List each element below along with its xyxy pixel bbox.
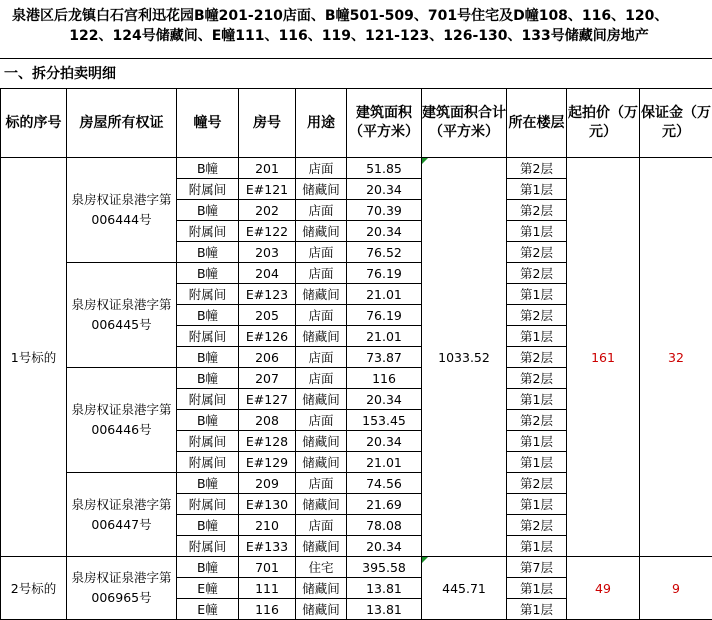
area-cell: 20.34 bbox=[347, 179, 422, 200]
building-cell: B幢 bbox=[177, 242, 239, 263]
area-cell: 116 bbox=[347, 368, 422, 389]
floor-cell: 第2层 bbox=[507, 347, 567, 368]
use-cell: 店面 bbox=[296, 242, 347, 263]
building-cell: B幢 bbox=[177, 347, 239, 368]
room-cell: 205 bbox=[239, 305, 296, 326]
area-cell: 70.39 bbox=[347, 200, 422, 221]
floor-cell: 第1层 bbox=[507, 431, 567, 452]
start-price-cell: 49 bbox=[567, 557, 640, 620]
floor-cell: 第2层 bbox=[507, 158, 567, 179]
use-cell: 店面 bbox=[296, 158, 347, 179]
room-cell: 207 bbox=[239, 368, 296, 389]
building-cell: 附属间 bbox=[177, 179, 239, 200]
document-title bbox=[0, 0, 712, 58]
room-cell: E#133 bbox=[239, 536, 296, 557]
floor-cell: 第1层 bbox=[507, 494, 567, 515]
area-cell: 13.81 bbox=[347, 599, 422, 620]
area-cell: 73.87 bbox=[347, 347, 422, 368]
use-cell: 店面 bbox=[296, 305, 347, 326]
table-row bbox=[1, 557, 712, 578]
building-cell: B幢 bbox=[177, 557, 239, 578]
room-cell: 204 bbox=[239, 263, 296, 284]
header-cert: 房屋所有权证 bbox=[67, 89, 177, 158]
deposit-cell: 32 bbox=[640, 158, 712, 557]
header-floor: 所在楼层 bbox=[507, 89, 567, 158]
floor-cell: 第1层 bbox=[507, 599, 567, 620]
lot-label: 2号标的 bbox=[1, 557, 67, 620]
floor-cell: 第2层 bbox=[507, 305, 567, 326]
area-cell: 20.34 bbox=[347, 221, 422, 242]
use-cell: 店面 bbox=[296, 515, 347, 536]
room-cell: 701 bbox=[239, 557, 296, 578]
header-building: 幢号 bbox=[177, 89, 239, 158]
use-cell: 储藏间 bbox=[296, 431, 347, 452]
use-cell: 店面 bbox=[296, 263, 347, 284]
area-cell: 20.34 bbox=[347, 389, 422, 410]
building-cell: 附属间 bbox=[177, 326, 239, 347]
table-row bbox=[1, 158, 712, 179]
area-cell: 21.01 bbox=[347, 284, 422, 305]
area-cell: 21.01 bbox=[347, 326, 422, 347]
area-cell: 20.34 bbox=[347, 431, 422, 452]
building-cell: B幢 bbox=[177, 368, 239, 389]
room-cell: E#130 bbox=[239, 494, 296, 515]
floor-cell: 第2层 bbox=[507, 368, 567, 389]
title-line-1: 泉港区后龙镇白石宫利迅花园B幢201-210店面、B幢501-509、701号住宅及D幢108、116、120、 bbox=[12, 6, 706, 26]
room-cell: 208 bbox=[239, 410, 296, 431]
use-cell: 店面 bbox=[296, 368, 347, 389]
use-cell: 储藏间 bbox=[296, 221, 347, 242]
room-cell: 203 bbox=[239, 242, 296, 263]
building-cell: 附属间 bbox=[177, 536, 239, 557]
area-cell: 21.01 bbox=[347, 452, 422, 473]
floor-cell: 第2层 bbox=[507, 200, 567, 221]
building-cell: B幢 bbox=[177, 263, 239, 284]
building-cell: 附属间 bbox=[177, 389, 239, 410]
header-room: 房号 bbox=[239, 89, 296, 158]
auction-detail-table bbox=[0, 88, 712, 620]
header-row bbox=[1, 89, 712, 158]
building-cell: B幢 bbox=[177, 410, 239, 431]
use-cell: 储藏间 bbox=[296, 326, 347, 347]
room-cell: E#122 bbox=[239, 221, 296, 242]
floor-cell: 第2层 bbox=[507, 515, 567, 536]
building-cell: E幢 bbox=[177, 599, 239, 620]
room-cell: 210 bbox=[239, 515, 296, 536]
floor-cell: 第1层 bbox=[507, 284, 567, 305]
room-cell: 111 bbox=[239, 578, 296, 599]
section-title: 一、拆分拍卖明细 bbox=[0, 58, 712, 88]
use-cell: 储藏间 bbox=[296, 284, 347, 305]
use-cell: 住宅 bbox=[296, 557, 347, 578]
header-start-price: 起拍价（万元） bbox=[567, 89, 640, 158]
floor-cell: 第1层 bbox=[507, 389, 567, 410]
floor-cell: 第2层 bbox=[507, 410, 567, 431]
area-cell: 13.81 bbox=[347, 578, 422, 599]
room-cell: E#128 bbox=[239, 431, 296, 452]
use-cell: 店面 bbox=[296, 473, 347, 494]
cert-number: 泉房权证泉港字第006445号 bbox=[67, 263, 177, 368]
header-area: 建筑面积（平方米） bbox=[347, 89, 422, 158]
room-cell: E#127 bbox=[239, 389, 296, 410]
floor-cell: 第1层 bbox=[507, 578, 567, 599]
lot-label: 1号标的 bbox=[1, 158, 67, 557]
room-cell: E#121 bbox=[239, 179, 296, 200]
use-cell: 储藏间 bbox=[296, 389, 347, 410]
room-cell: E#129 bbox=[239, 452, 296, 473]
area-cell: 21.69 bbox=[347, 494, 422, 515]
use-cell: 储藏间 bbox=[296, 599, 347, 620]
building-cell: B幢 bbox=[177, 515, 239, 536]
building-cell: B幢 bbox=[177, 473, 239, 494]
building-cell: 附属间 bbox=[177, 452, 239, 473]
floor-cell: 第7层 bbox=[507, 557, 567, 578]
use-cell: 储藏间 bbox=[296, 494, 347, 515]
floor-cell: 第1层 bbox=[507, 536, 567, 557]
floor-cell: 第2层 bbox=[507, 473, 567, 494]
header-deposit: 保证金（万元） bbox=[640, 89, 712, 158]
building-cell: 附属间 bbox=[177, 284, 239, 305]
area-cell: 20.34 bbox=[347, 536, 422, 557]
area-cell: 76.19 bbox=[347, 305, 422, 326]
cert-number: 泉房权证泉港字第006444号 bbox=[67, 158, 177, 263]
floor-cell: 第1层 bbox=[507, 179, 567, 200]
building-cell: B幢 bbox=[177, 158, 239, 179]
use-cell: 店面 bbox=[296, 347, 347, 368]
header-use: 用途 bbox=[296, 89, 347, 158]
building-cell: E幢 bbox=[177, 578, 239, 599]
area-cell: 51.85 bbox=[347, 158, 422, 179]
deposit-cell: 9 bbox=[640, 557, 712, 620]
room-cell: E#126 bbox=[239, 326, 296, 347]
building-cell: 附属间 bbox=[177, 431, 239, 452]
building-cell: 附属间 bbox=[177, 494, 239, 515]
area-cell: 78.08 bbox=[347, 515, 422, 536]
use-cell: 店面 bbox=[296, 200, 347, 221]
room-cell: 116 bbox=[239, 599, 296, 620]
use-cell: 储藏间 bbox=[296, 452, 347, 473]
table-body bbox=[1, 158, 712, 620]
header-lot: 标的序号 bbox=[1, 89, 67, 158]
room-cell: 209 bbox=[239, 473, 296, 494]
area-cell: 153.45 bbox=[347, 410, 422, 431]
room-cell: E#123 bbox=[239, 284, 296, 305]
header-total-area: 建筑面积合计（平方米） bbox=[422, 89, 507, 158]
cert-number: 泉房权证泉港字第006446号 bbox=[67, 368, 177, 473]
floor-cell: 第1层 bbox=[507, 221, 567, 242]
use-cell: 储藏间 bbox=[296, 578, 347, 599]
area-cell: 76.52 bbox=[347, 242, 422, 263]
floor-cell: 第1层 bbox=[507, 452, 567, 473]
room-cell: 206 bbox=[239, 347, 296, 368]
room-cell: 202 bbox=[239, 200, 296, 221]
cert-number: 泉房权证泉港字第006447号 bbox=[67, 473, 177, 557]
total-area-cell: 1033.52 bbox=[422, 158, 507, 557]
use-cell: 储藏间 bbox=[296, 179, 347, 200]
building-cell: 附属间 bbox=[177, 221, 239, 242]
use-cell: 储藏间 bbox=[296, 536, 347, 557]
room-cell: 201 bbox=[239, 158, 296, 179]
total-area-cell: 445.71 bbox=[422, 557, 507, 620]
use-cell: 店面 bbox=[296, 410, 347, 431]
area-cell: 395.58 bbox=[347, 557, 422, 578]
area-cell: 76.19 bbox=[347, 263, 422, 284]
area-cell: 74.56 bbox=[347, 473, 422, 494]
building-cell: B幢 bbox=[177, 200, 239, 221]
floor-cell: 第2层 bbox=[507, 263, 567, 284]
cert-number: 泉房权证泉港字第006965号 bbox=[67, 557, 177, 620]
title-line-2: 122、124号储藏间、E幢111、116、119、121-123、126-130、133号储藏间房地产 bbox=[12, 26, 706, 46]
floor-cell: 第1层 bbox=[507, 326, 567, 347]
floor-cell: 第2层 bbox=[507, 242, 567, 263]
building-cell: B幢 bbox=[177, 305, 239, 326]
start-price-cell: 161 bbox=[567, 158, 640, 557]
